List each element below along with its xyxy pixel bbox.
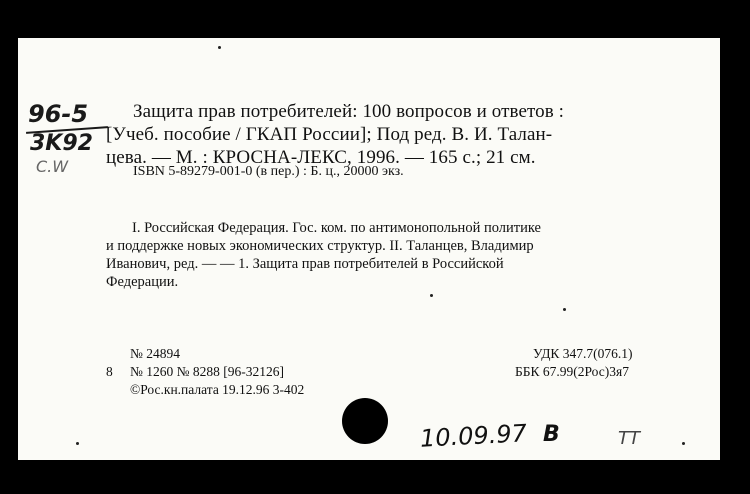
record-prefix: 8	[106, 364, 113, 379]
title-line-2: [Учеб. пособие / ГКАП России]; Под ред. В. И. Талан-	[106, 124, 553, 145]
order-line: № 1260 № 8288 [96-32126]	[130, 364, 284, 379]
udk-code: УДК 347.7(076.1)	[533, 346, 633, 361]
scan-speck	[218, 46, 221, 49]
scan-speck	[682, 442, 685, 445]
handwritten-trailing-mark: TT	[618, 428, 640, 449]
handwritten-call-number-bottom: 3K92	[30, 131, 93, 156]
subject-line-4: Федерации.	[106, 274, 179, 290]
record-number: № 24894	[130, 346, 181, 361]
scan-speck	[430, 294, 433, 297]
subject-line-1: I. Российская Федерация. Гос. ком. по антимонопольной политике	[132, 220, 541, 236]
title-line-3: цева. — М. : КРОСНА-ЛЕКС, 1996. — 165 с.; 21 см.	[106, 147, 536, 168]
handwritten-initials: B	[543, 422, 560, 447]
subject-line-2: и поддержке новых экономических структур. II. Таланцев, Владимир	[106, 238, 534, 254]
subject-line-3: Иванович, ред. — — 1. Защита прав потребителей в Российской	[106, 256, 504, 272]
book-chamber-line: ©Рос.кн.палата 19.12.96 3-402	[130, 382, 305, 397]
isbn-line: ISBN 5-89279-001-0 (в пер.) : Б. ц., 20000 экз.	[133, 164, 404, 179]
handwritten-note-mark: C.W	[36, 157, 69, 176]
catalog-card	[18, 38, 720, 460]
scan-speck	[76, 442, 79, 445]
bbk-code: ББК 67.99(2Рос)3я7	[515, 364, 629, 379]
punch-hole	[342, 398, 388, 444]
handwritten-date: 10.09.97	[419, 419, 528, 453]
handwritten-call-number-top: 96-5	[28, 100, 89, 128]
scan-speck	[563, 308, 566, 311]
title-line-1: Защита прав потребителей: 100 вопросов и ответов :	[133, 101, 565, 122]
